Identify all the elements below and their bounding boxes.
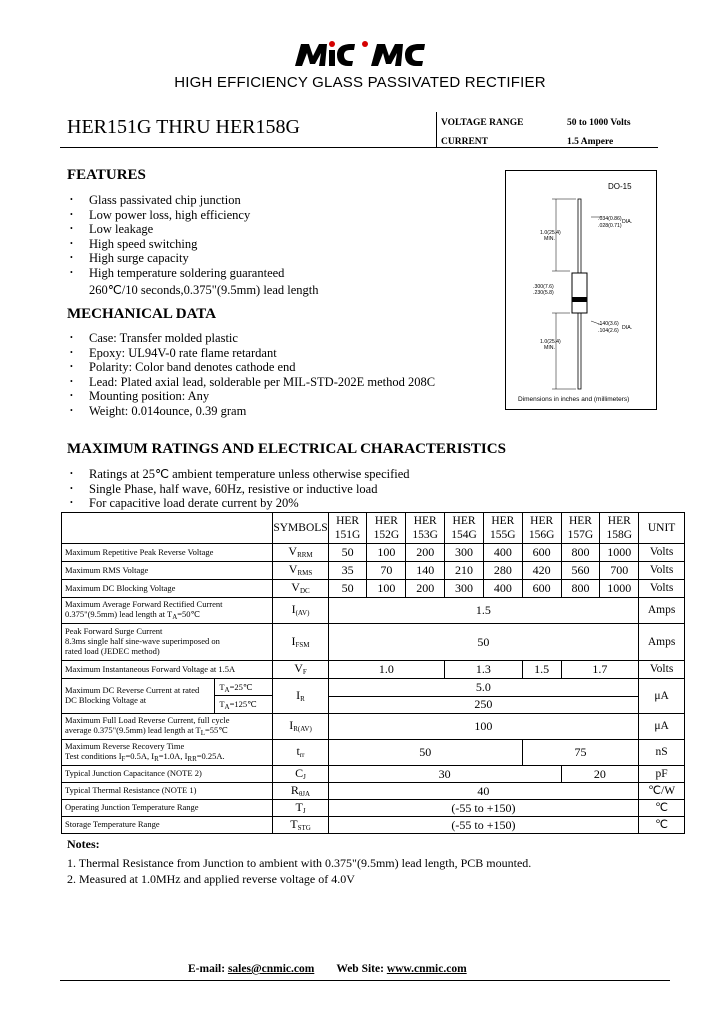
table-cell: Peak Forward Surge Current 8.3ms single half sine-wave superimposed on rated load (JEDEC method) (62, 624, 273, 661)
table-cell: Maximum RMS Voltage (62, 562, 273, 580)
table-cell: (-55 to +150) (328, 817, 639, 834)
table-cell: $I_{R(AV)}$ (273, 714, 328, 740)
mechanical-heading: MECHANICAL DATA (67, 306, 217, 322)
dimension-text: .300(7.6) (533, 284, 554, 290)
dimension-text: .034(0.86) (598, 216, 622, 222)
list-item: • Polarity: Color band denotes cathode end (67, 360, 435, 375)
table-cell: Storage Temperature Range (62, 817, 273, 834)
dimension-text: .104(2.6) (598, 328, 619, 334)
list-item-continuation: 260℃/10 seconds,0.375"(9.5mm) lead length (89, 282, 319, 297)
diode-body (572, 273, 587, 313)
table-cell: ℃ (639, 817, 685, 834)
table-cell: 100 (367, 544, 406, 562)
list-item: • Ratings at 25℃ ambient temperature unless otherwise specified (67, 467, 410, 482)
dimension-text: .140(3.6) (598, 321, 619, 327)
table-cell: 420 (522, 562, 561, 580)
table-cell: 800 (561, 580, 600, 598)
table-cell: 100 (328, 714, 639, 740)
table-cell: Maximum Reverse Recovery Time Test conditions $I_F=0.5A$, $I_R=1.0A$, $I_{RR}=0.25A$. (62, 740, 273, 766)
table-cell: Volts (639, 544, 685, 562)
document-subtitle: HIGH EFFICIENCY GLASS PASSIVATED RECTIFIER (174, 74, 546, 91)
table-cell: 1000 (600, 580, 639, 598)
list-item: • For capacitive load derate current by 20% (67, 496, 410, 511)
footer (188, 963, 467, 975)
table-cell: pF (639, 766, 685, 783)
table-cell: Amps (639, 598, 685, 624)
device-header: HER 157G (561, 513, 600, 544)
package-outline-diagram (505, 170, 657, 410)
dimension-text: .230(5.8) (533, 290, 554, 296)
email-label: E-mail: (188, 963, 226, 975)
table-cell: 35 (328, 562, 367, 580)
list-item: • Case: Transfer molded plastic (67, 331, 435, 346)
title-divider (436, 112, 437, 147)
table-cell: 100 (367, 580, 406, 598)
mechanical-list (67, 331, 435, 419)
summary-specs (441, 113, 631, 151)
table-cell: 200 (406, 580, 445, 598)
part-number-title: HER151G THRU HER158G (67, 116, 300, 138)
logo-red-dot (329, 41, 335, 47)
website-link[interactable]: www.cnmic.com (386, 963, 467, 975)
note-item: 1. Thermal Resistance from Junction to ambient with 0.375"(9.5mm) lead length, PCB mounted. (67, 856, 532, 870)
list-item: • Glass passivated chip junction (67, 193, 319, 208)
device-header: HER 154G (445, 513, 484, 544)
list-item: • Weight: 0.014ounce, 0.39 gram (67, 404, 435, 419)
device-header: HER 151G (328, 513, 367, 544)
table-cell: $I_R$ (273, 679, 328, 714)
table-cell: $R_{\theta JA}$ (273, 783, 328, 800)
table-cell: $C_J$ (273, 766, 328, 783)
table-cell: 50 (328, 740, 522, 766)
list-item: • Single Phase, half wave, 60Hz, resistive or inductive load (67, 482, 410, 497)
table-cell: Maximum Full Load Reverse Current, full cycle average 0.375"(9.5mm) lead length at $T_L=55℃$ (62, 714, 273, 740)
table-cell: Operating Junction Temperature Range (62, 800, 273, 817)
diagram-caption: Dimensions in inches and (millimeters) (518, 396, 630, 403)
table-cell: Volts (639, 562, 685, 580)
table-row (62, 598, 685, 624)
table-cell: 600 (522, 544, 561, 562)
table-cell: 200 (406, 544, 445, 562)
table-row (62, 740, 685, 766)
table-cell: $V_{DC}$ (273, 580, 328, 598)
dimension-text: MIN. (544, 345, 555, 351)
table-cell: 210 (445, 562, 484, 580)
notes-title: Notes: (67, 837, 100, 851)
email-link[interactable]: sales@cnmic.com (227, 963, 315, 975)
device-header: HER 153G (406, 513, 445, 544)
table-cell: 280 (483, 562, 522, 580)
table-cell: 400 (483, 544, 522, 562)
notes (67, 837, 531, 887)
table-cell: 800 (561, 544, 600, 562)
table-cell: 75 (522, 740, 638, 766)
table-cell: Maximum Repetitive Peak Reverse Voltage (62, 544, 273, 562)
features-heading: FEATURES (67, 167, 146, 183)
table-cell: ℃/W (639, 783, 685, 800)
table-row (62, 679, 685, 697)
list-item: • High speed switching (67, 237, 319, 252)
table-cell: $T_J$ (273, 800, 328, 817)
ratings-conditions (67, 467, 410, 511)
dimension-text: MIN. (544, 236, 555, 242)
table-cell: 300 (445, 544, 484, 562)
table-cell: 560 (561, 562, 600, 580)
table-cell: Volts (639, 580, 685, 598)
list-item: • Epoxy: UL94V-0 rate flame retardant (67, 346, 435, 361)
dimension-text: 1.0(25.4) (540, 339, 561, 345)
features-list (67, 193, 319, 297)
table-cell: 600 (522, 580, 561, 598)
table-cell: 140 (406, 562, 445, 580)
table-cell: Amps (639, 624, 685, 661)
bottom-lead (578, 313, 581, 389)
table-cell: 30 (328, 766, 561, 783)
table-cell: 50 (328, 580, 367, 598)
spec-row-voltage (441, 113, 631, 132)
table-cell: 700 (600, 562, 639, 580)
footer-rule (60, 980, 670, 981)
table-row (62, 817, 685, 834)
list-item: • Mounting position: Any (67, 389, 435, 404)
table-row (62, 580, 685, 598)
table-row (62, 714, 685, 740)
table-cell: nS (639, 740, 685, 766)
table-cell: 70 (367, 562, 406, 580)
table-cell: 250 (328, 696, 639, 714)
table-cell: 50 (328, 624, 639, 661)
table-cell: $V_F$ (273, 661, 328, 679)
spec-row-current (441, 132, 631, 151)
table-cell: μA (639, 714, 685, 740)
spec-label: CURRENT (441, 136, 488, 147)
table-cell: $t_{rr}$ (273, 740, 328, 766)
table-row (62, 562, 685, 580)
table-row (62, 624, 685, 661)
table-cell: $V_{RRM}$ (273, 544, 328, 562)
table-cell: 5.0 (328, 679, 639, 697)
table-header-row (62, 513, 685, 544)
table-cell: 40 (328, 783, 639, 800)
table-cell: 1.7 (561, 661, 639, 679)
table-cell: 400 (483, 580, 522, 598)
dimension-text: DIA. (622, 325, 633, 331)
cathode-band (572, 297, 587, 302)
logo-red-dot (362, 41, 368, 47)
device-header: HER 156G (522, 513, 561, 544)
table-row (62, 544, 685, 562)
table-cell: $T_{STG}$ (273, 817, 328, 834)
ratings-table (61, 512, 685, 834)
device-header: HER 158G (600, 513, 639, 544)
device-header: HER 155G (483, 513, 522, 544)
table-cell: 1.0 (328, 661, 444, 679)
dimension-text: DIA. (622, 219, 633, 225)
table-cell: 20 (561, 766, 639, 783)
table-row (62, 661, 685, 679)
table-cell: Typical Thermal Resistance (NOTE 1) (62, 783, 273, 800)
spec-value: 1.5 Ampere (567, 136, 614, 147)
table-cell: (-55 to +150) (328, 800, 639, 817)
table-cell: 1000 (600, 544, 639, 562)
table-cell: 50 (328, 544, 367, 562)
table-cell: μA (639, 679, 685, 714)
dimension-text: .028(0.71) (598, 223, 622, 229)
table-cell: $V_{RMS}$ (273, 562, 328, 580)
table-cell: $I_{FSM}$ (273, 624, 328, 661)
table-cell: 1.5 (328, 598, 639, 624)
do15-drawing (506, 171, 656, 409)
table-cell: 1.5 (522, 661, 561, 679)
spec-value: 50 to 1000 Volts (567, 117, 631, 128)
table-cell: 300 (445, 580, 484, 598)
package-label: DO-15 (608, 182, 632, 191)
table-cell: Maximum Average Forward Rectified Current 0.375"(9.5mm) lead length at $T_A=50℃$ (62, 598, 273, 624)
list-item: • Low power loss, high efficiency (67, 208, 319, 223)
note-item: 2. Measured at 1.0MHz and applied reverse voltage of 4.0V (67, 872, 355, 886)
unit-header: UNIT (639, 513, 685, 544)
table-row (62, 800, 685, 817)
table-cell: Maximum Instantaneous Forward Voltage at 1.5A (62, 661, 273, 679)
company-logo (293, 40, 443, 68)
spec-label: VOLTAGE RANGE (441, 117, 524, 128)
ratings-heading: MAXIMUM RATINGS AND ELECTRICAL CHARACTERISTICS (67, 441, 506, 457)
website-label: Web Site: (336, 963, 384, 975)
list-item: • High surge capacity (67, 251, 319, 266)
list-item: • High temperature soldering guaranteed (67, 266, 319, 281)
dimension-text: 1.0(25.4) (540, 230, 561, 236)
table-row (62, 783, 685, 800)
table-cell: ℃ (639, 800, 685, 817)
table-cell: Typical Junction Capacitance (NOTE 2) (62, 766, 273, 783)
table-header-blank (62, 513, 273, 544)
device-header: HER 152G (367, 513, 406, 544)
table-row (62, 766, 685, 783)
table-cell: $I_{(AV)}$ (273, 598, 328, 624)
table-cell: Maximum DC Blocking Voltage (62, 580, 273, 598)
list-item: • Low leakage (67, 222, 319, 237)
table-cell: Maximum DC Reverse Current at rated DC Blocking Voltage at $T_A=25℃$ $T_A=125℃$ (62, 679, 273, 714)
symbols-header: SYMBOLS (273, 513, 328, 544)
list-item: • Lead: Plated axial lead, solderable per MIL-STD-202E method 208C (67, 375, 435, 390)
table-cell: Volts (639, 661, 685, 679)
table-cell: 1.3 (445, 661, 523, 679)
